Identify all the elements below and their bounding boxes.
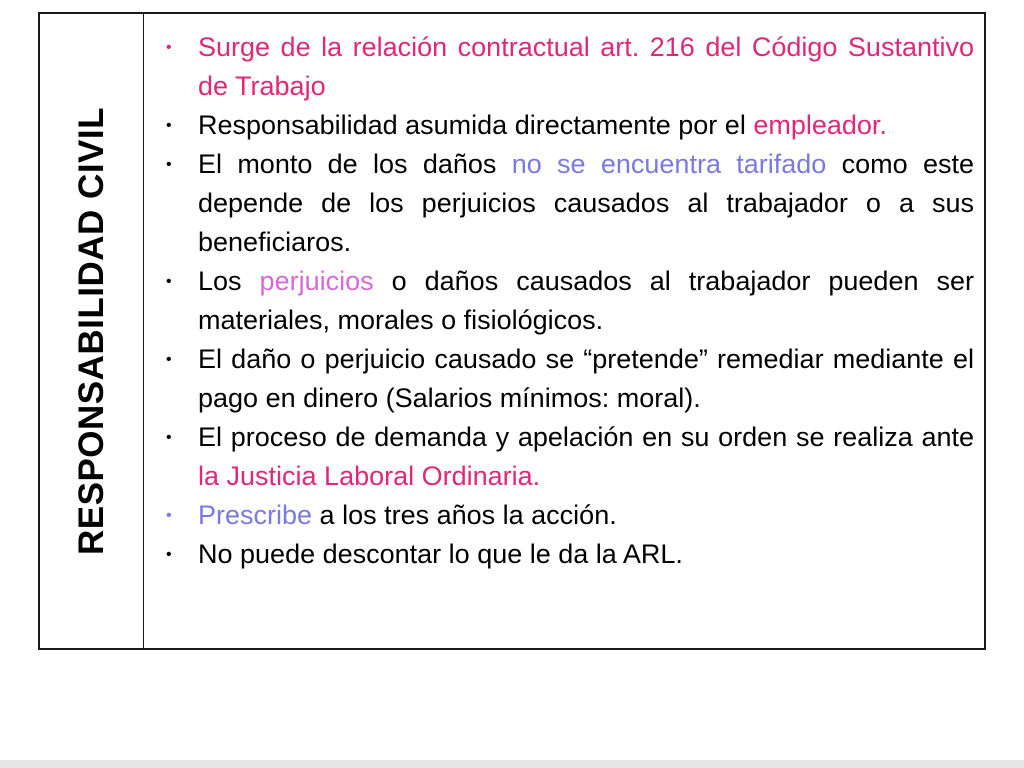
content-cell — [144, 14, 984, 648]
bullet-dot-icon: • — [166, 507, 172, 524]
bullet-list — [166, 28, 974, 574]
bullet-item — [166, 106, 974, 145]
bullet-dot-icon: • — [166, 39, 172, 56]
bullet-dot-icon: • — [166, 273, 172, 290]
bottom-divider — [0, 760, 1024, 768]
bullet-text: Surge de la relación contractual art. 216 del Código Sustantivo de Trabajo — [198, 32, 974, 101]
title-cell — [40, 14, 144, 648]
bullet-text: Los perjuicios o daños causados al trabajador pueden ser materiales, morales o fisiológicos. — [198, 266, 974, 335]
bullet-dot-icon: • — [166, 429, 172, 446]
content-table — [38, 12, 986, 650]
bullet-item — [166, 496, 974, 535]
bullet-text: No puede descontar lo que le da la ARL. — [198, 539, 683, 569]
bullet-text: Prescribe a los tres años la acción. — [198, 500, 617, 530]
bullet-dot-icon: • — [166, 546, 172, 563]
bullet-item — [166, 535, 974, 574]
bullet-text: Responsabilidad asumida directamente por el empleador. — [198, 110, 887, 140]
bullet-dot-icon: • — [166, 351, 172, 368]
bullet-item — [166, 262, 974, 340]
bullet-dot-icon: • — [166, 117, 172, 134]
bullet-text: El daño o perjuicio causado se “pretende” remediar mediante el pago en dinero (Salarios mínimos: moral). — [198, 344, 974, 413]
bullet-dot-icon: • — [166, 156, 172, 173]
bullet-text: El monto de los daños no se encuentra tarifado como este depende de los perjuicios causados al trabajador o a sus beneficiaros. — [198, 149, 975, 257]
bullet-text: El proceso de demanda y apelación en su orden se realiza ante la Justicia Laboral Ordinaria. — [198, 422, 974, 491]
section-title: RESPONSABILIDAD CIVIL — [71, 106, 111, 556]
bullet-item — [166, 28, 974, 106]
bullet-item — [166, 145, 974, 262]
bullet-item — [166, 340, 974, 418]
bullet-item — [166, 418, 974, 496]
